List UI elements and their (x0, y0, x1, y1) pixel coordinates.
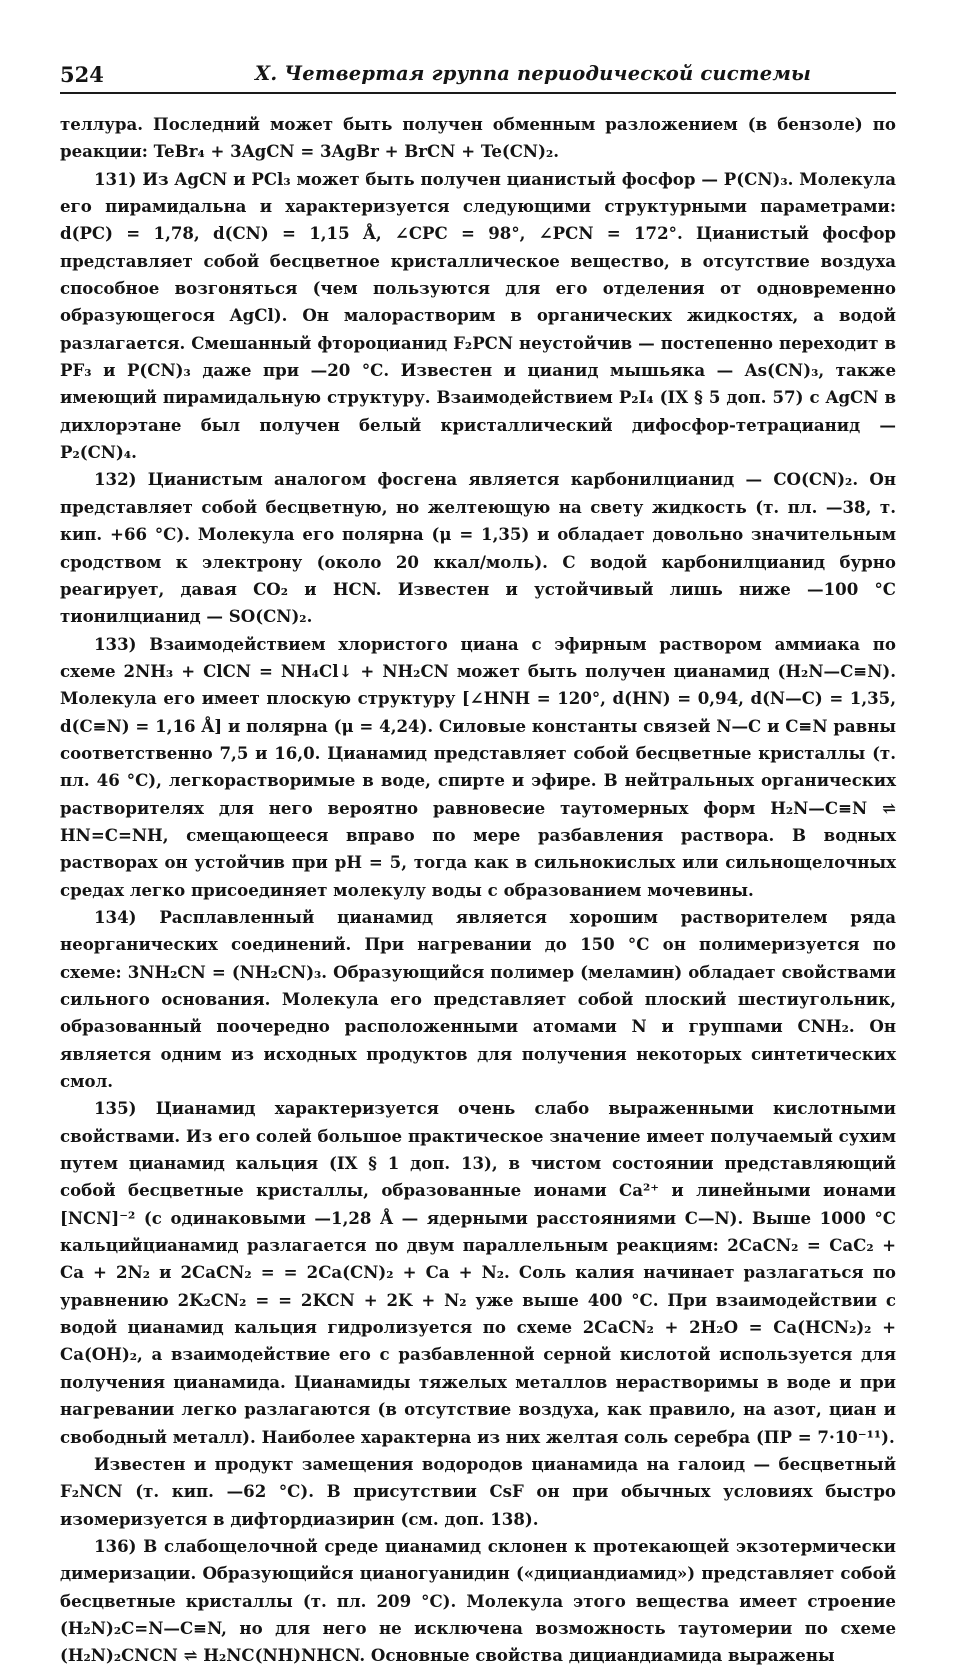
paragraph-note-136: 136) В слабощелочной среде цианамид склонен к протекающей экзотермически димеризации. Образующийся цианогуанидин («дициандиамид») представляет собой бесцветные кристаллы (т. пл. 209 °С). Молекула этого вещества имеет строение (H₂N)₂C=N—C≡N, но для него не исключена возможность таутомерии по схеме (H₂N)₂CNCN ⇌ H₂NC(NH)NHCN. Основные свойства дициандиамида выражены (60, 1535, 896, 1666)
paragraph-note-134: 134) Расплавленный цианамид является хорошим растворителем ряда неорганических соединений. При нагревании до 150 °С он полимеризуется по схеме: 3NH₂CN = (NH₂CN)₃. Образующийся полимер (меламин) обладает свойствами сильного основания. Молекула его представляет собой плоский шестиугольник, образованный поочередно расположенными атомами N и группами CNH₂. Он является одним из исходных продуктов для получения некоторых синтетических смол. (60, 906, 896, 1092)
book-page (60, 0, 896, 1666)
body-text (60, 111, 896, 1670)
paragraph-note-131: 131) Из AgCN и PCl₃ может быть получен цианистый фосфор — P(CN)₃. Молекула его пирамидальна и характеризуется следующими структурными параметрами: d(PC) = 1,78, d(CN) = 1,15 Å, ∠CPC = 98°, ∠PCN = 172°. Цианистый фосфор представляет собой бесцветное кристаллическое вещество, в отсутствие воздуха способное возгоняться (чем пользуются для его отделения от одновременно образующегося AgCl). Он малорастворим в органических жидкостях, а водой разлагается. Смешанный фтороцианид F₂PCN неустойчив — постепенно переходит в PF₃ и P(CN)₃ даже при —20 °С. Известен и цианид мышьяка — As(CN)₃, также имеющий пирамидальную структуру. Взаимодействием P₂I₄ (IX § 5 доп. 57) с AgCN в дихлорэтане был получен белый кристаллический дифосфор-тетрацианид — P₂(CN)₄. (60, 168, 896, 463)
paragraph-note-133: 133) Взаимодействием хлористого циана с эфирным раствором аммиака по схеме 2NH₃ + ClCN = NH₄Cl↓ + NH₂CN может быть получен цианамид (H₂N—C≡N). Молекула его имеет плоскую структуру [∠HNH = 120°, d(HN) = 0,94, d(N—C) = 1,35, d(C≡N) = 1,16 Å] и полярна (μ = 4,24). Силовые константы связей N—C и C≡N равны соответственно 7,5 и 16,0. Цианамид представляет собой бесцветные кристаллы (т. пл. 46 °С), легкорастворимые в воде, спирте и эфире. В нейтральных органических растворителях для него вероятно равновесие таутомерных форм H₂N—C≡N ⇌ HN=C=NH, смещающееся вправо по мере разбавления раствора. В водных растворах он устойчив при pH = 5, тогда как в сильнокислых или сильнощелочных средах легко присоединяет молекулу воды с образованием мочевины. (60, 633, 896, 900)
running-title: X. Четвертая группа периодической системы (255, 62, 812, 85)
paragraph-note-135: 135) Цианамид характеризуется очень слабо выраженными кислотными свойствами. Из его солей большое практическое значение имеет получаемый сухим путем цианамид кальция (IX § 1 доп. 13), в чистом состоянии представляющий собой бесцветные кристаллы, образованные ионами Ca²⁺ и линейными ионами [NCN]⁻² (с одинаковыми —1,28 Å — ядерными расстояниями C—N). Выше 1000 °С кальцийцианамид разлагается по двум параллельным реакциям: 2CaCN₂ = CaC₂ + Ca + 2N₂ и 2CaCN₂ = = 2Ca(CN)₂ + Ca + N₂. Соль калия начинает разлагаться по уравнению 2K₂CN₂ = = 2KCN + 2K + N₂ уже выше 400 °С. При взаимодействии с водой цианамид кальция гидролизуется по схеме 2CaCN₂ + 2H₂O = Ca(HCN₂)₂ + Ca(OH)₂, а взаимодействие его с разбавленной серной кислотой используется для получения цианамида. Цианамиды тяжелых металлов нерастворимы в воде и при нагревании легко разлагаются (в отсутствие воздуха, как правило, на азот, циан и свободный металл). Наиболее характерна из них желтая соль серебра (ПР = 7·10⁻¹¹). (60, 1098, 896, 1447)
paragraph-continuation: теллура. Последний может быть получен обменным разложением (в бензоле) по реакции: TeBr₄ + 3AgCN = 3AgBr + BrCN + Te(CN)₂. (60, 114, 896, 162)
page-header (60, 52, 896, 94)
page-number: 524 (60, 62, 104, 87)
paragraph-note-132: 132) Цианистым аналогом фосгена является карбонилцианид — CO(CN)₂. Он представляет собой бесцветную, но желтеющую на свету жидкость (т. пл. —38, т. кип. +66 °С). Молекула его полярна (μ = 1,35) и обладает довольно значительным сродством к электрону (около 20 ккал/моль). С водой карбонилцианид бурно реагирует, давая CO₂ и HCN. Известен и устойчивый лишь ниже —100 °С тионилцианид — SO(CN)₂. (60, 469, 896, 627)
paragraph-note-135-cont: Известен и продукт замещения водородов цианамида на галоид — бесцветный F₂NCN (т. кип. —62 °С). В присутствии CsF он при обычных условиях быстро изомеризуется в дифтордиазирин (см. доп. 138). (60, 1453, 896, 1529)
